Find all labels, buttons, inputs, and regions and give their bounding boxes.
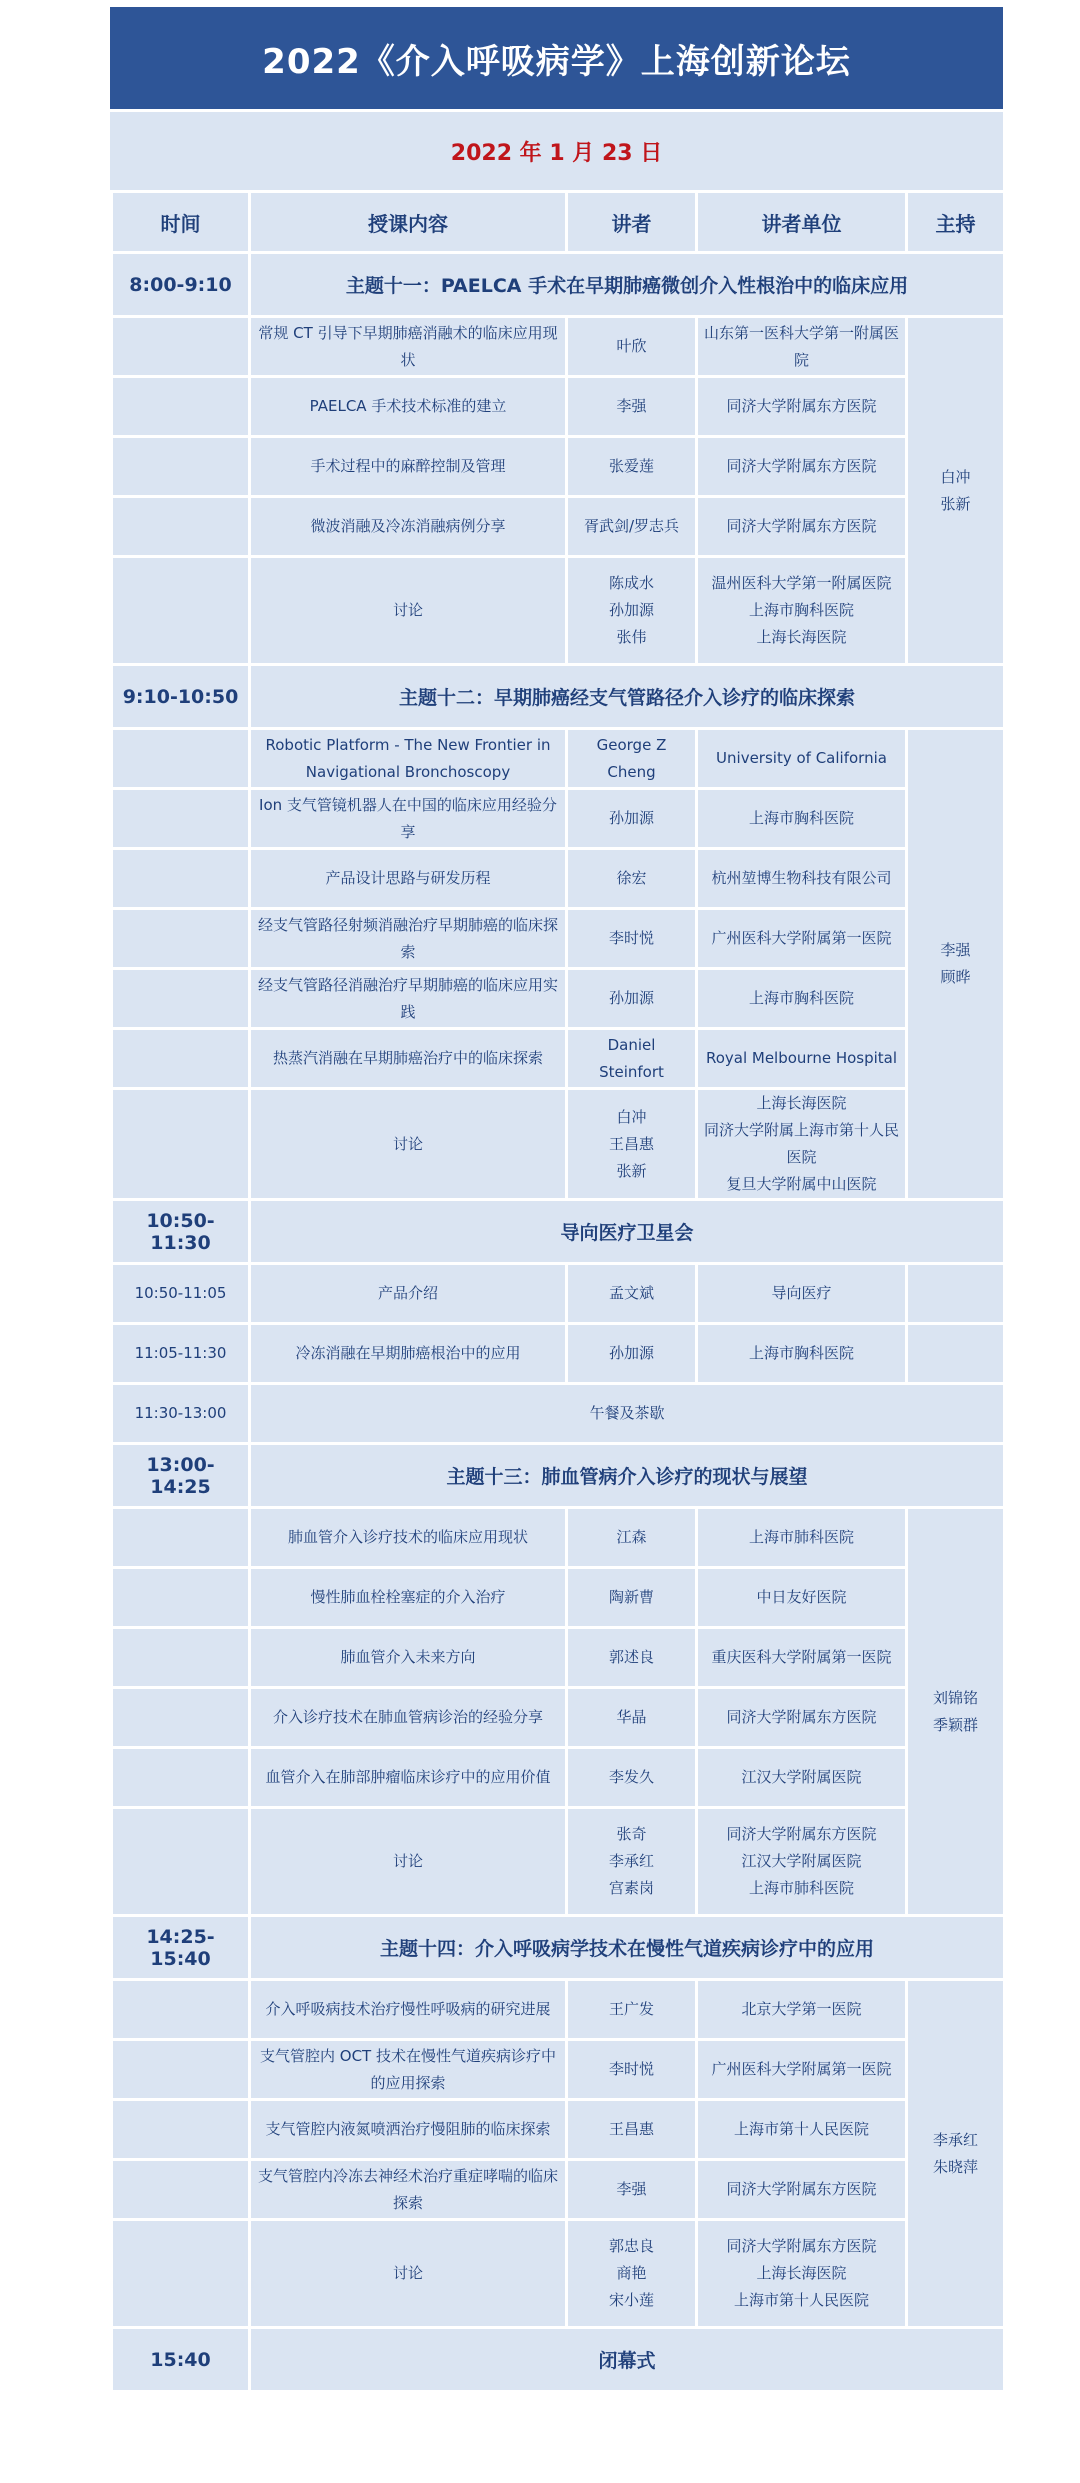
speaker-cell: 胥武剑/罗志兵 (567, 497, 697, 557)
host-name: 刘锦铭 (932, 1688, 978, 1707)
topic-cell: 产品介绍 (250, 1264, 567, 1324)
speaker-name: 张新 (616, 1161, 647, 1180)
speaker-cell: 王昌惠 (567, 2100, 697, 2160)
section-title: 主题十四：介入呼吸病学技术在慢性气道疾病诊疗中的应用 (250, 1916, 1005, 1980)
speaker-cell: 李时悦 (567, 909, 697, 969)
unit-cell: Royal Melbourne Hospital (697, 1029, 907, 1089)
unit-cell: 广州医科大学附属第一医院 (697, 909, 907, 969)
column-header-unit: 讲者单位 (697, 192, 907, 253)
table-row (112, 1324, 1005, 1384)
unit-cell (697, 557, 907, 665)
speaker-name: 白冲 (616, 1107, 647, 1126)
host-name: 李承红 (932, 2130, 978, 2149)
table-header-row (112, 192, 1005, 253)
host-cell (907, 1508, 1005, 1916)
topic-cell: 经支气管路径射频消融治疗早期肺癌的临床探索 (250, 909, 567, 969)
time-cell (112, 437, 250, 497)
unit-name: 上海长海医院 (756, 1094, 847, 1112)
section-header-row (112, 2328, 1005, 2392)
section-title: 主题十二：早期肺癌经支气管路径介入诊疗的临床探索 (250, 665, 1005, 729)
time-cell (112, 789, 250, 849)
host-name: 季颖群 (932, 1715, 978, 1734)
time-cell: 11:30-13:00 (112, 1384, 250, 1444)
speaker-cell (567, 1808, 697, 1916)
time-cell: 10:50-11:05 (112, 1264, 250, 1324)
unit-cell: 上海市胸科医院 (697, 789, 907, 849)
time-cell (112, 2220, 250, 2328)
speaker-cell: 叶欣 (567, 317, 697, 377)
section-title: 导向医疗卫星会 (250, 1200, 1005, 1264)
host-name: 张新 (940, 494, 971, 513)
speaker-cell: Daniel Steinfort (567, 1029, 697, 1089)
page-title: 2022《介入呼吸病学》上海创新论坛 (110, 7, 1003, 109)
topic-cell: 常规 CT 引导下早期肺癌消融术的临床应用现状 (250, 317, 567, 377)
unit-name: 上海市胸科医院 (748, 601, 854, 619)
time-cell (112, 1508, 250, 1568)
table-row (112, 1748, 1005, 1808)
unit-cell: 同济大学附属东方医院 (697, 437, 907, 497)
speaker-cell: 孟文斌 (567, 1264, 697, 1324)
section-header-row (112, 253, 1005, 317)
time-cell (112, 849, 250, 909)
table-row (112, 729, 1005, 789)
unit-name: 上海市第十人民医院 (733, 2291, 869, 2309)
table-row (112, 1029, 1005, 1089)
unit-name: 同济大学附属上海市第十人民医院 (704, 1121, 900, 1166)
time-cell (112, 909, 250, 969)
unit-name: 江汉大学附属医院 (741, 1852, 862, 1870)
topic-cell: Robotic Platform - The New Frontier in Navigational Bronchoscopy (250, 729, 567, 789)
speaker-name: 李承红 (608, 1852, 654, 1870)
unit-name: 同济大学附属东方医院 (726, 2237, 877, 2255)
host-cell (907, 1980, 1005, 2328)
time-cell (112, 1029, 250, 1089)
topic-cell: 血管介入在肺部肿瘤临床诊疗中的应用价值 (250, 1748, 567, 1808)
speaker-cell: 孙加源 (567, 1324, 697, 1384)
unit-cell (697, 2220, 907, 2328)
section-header-row (112, 1444, 1005, 1508)
discussion-row (112, 557, 1005, 665)
time-cell (112, 317, 250, 377)
unit-cell: 上海市第十人民医院 (697, 2100, 907, 2160)
unit-name: 温州医科大学第一附属医院 (711, 574, 892, 592)
time-cell (112, 1748, 250, 1808)
speaker-cell (567, 2220, 697, 2328)
table-row (112, 2040, 1005, 2100)
speaker-cell (567, 557, 697, 665)
unit-cell: 江汉大学附属医院 (697, 1748, 907, 1808)
topic-cell: 支气管腔内 OCT 技术在慢性气道疾病诊疗中的应用探索 (250, 2040, 567, 2100)
speaker-cell: 徐宏 (567, 849, 697, 909)
topic-cell: 产品设计思路与研发历程 (250, 849, 567, 909)
unit-name: 同济大学附属东方医院 (726, 1825, 877, 1843)
section-time: 13:00-14:25 (112, 1444, 250, 1508)
topic-cell: 介入呼吸病技术治疗慢性呼吸病的研究进展 (250, 1980, 567, 2040)
discussion-row (112, 1808, 1005, 1916)
speaker-cell: 李强 (567, 377, 697, 437)
unit-name: 复旦大学附属中山医院 (726, 1175, 877, 1193)
table-row (112, 969, 1005, 1029)
speaker-cell: 孙加源 (567, 789, 697, 849)
host-name: 朱晓萍 (932, 2157, 978, 2176)
unit-cell: 山东第一医科大学第一附属医院 (697, 317, 907, 377)
unit-cell: 上海市肺科医院 (697, 1508, 907, 1568)
speaker-name: 张伟 (616, 628, 647, 646)
section-title: 主题十三：肺血管病介入诊疗的现状与展望 (250, 1444, 1005, 1508)
closing-label: 闭幕式 (250, 2328, 1005, 2392)
speaker-name: 陈成水 (608, 574, 654, 592)
column-header-topic: 授课内容 (250, 192, 567, 253)
time-cell (112, 1568, 250, 1628)
table-row (112, 849, 1005, 909)
unit-cell: 上海市胸科医院 (697, 1324, 907, 1384)
table-row (112, 789, 1005, 849)
lunch-label: 午餐及茶歇 (250, 1384, 1005, 1444)
topic-cell: PAELCA 手术技术标准的建立 (250, 377, 567, 437)
unit-cell: 中日友好医院 (697, 1568, 907, 1628)
host-cell (907, 317, 1005, 665)
table-row (112, 377, 1005, 437)
unit-cell (697, 1089, 907, 1200)
schedule-table (110, 190, 1006, 2393)
topic-cell: 热蒸汽消融在早期肺癌治疗中的临床探索 (250, 1029, 567, 1089)
section-time: 15:40 (112, 2328, 250, 2392)
time-cell (112, 1980, 250, 2040)
section-header-row (112, 1200, 1005, 1264)
topic-cell: 手术过程中的麻醉控制及管理 (250, 437, 567, 497)
section-time: 9:10-10:50 (112, 665, 250, 729)
speaker-cell: 张爱莲 (567, 437, 697, 497)
speaker-name: 商艳 (616, 2264, 647, 2282)
section-header-row (112, 1916, 1005, 1980)
unit-cell: 同济大学附属东方医院 (697, 377, 907, 437)
speaker-name: 宋小莲 (608, 2291, 654, 2309)
table-row (112, 909, 1005, 969)
speaker-cell: 陶新曹 (567, 1568, 697, 1628)
lunch-row (112, 1384, 1005, 1444)
time-cell (112, 1688, 250, 1748)
unit-cell (697, 1808, 907, 1916)
speaker-cell: 李时悦 (567, 2040, 697, 2100)
section-title: 主题十一：PAELCA 手术在早期肺癌微创介入性根治中的临床应用 (250, 253, 1005, 317)
speaker-cell: 郭述良 (567, 1628, 697, 1688)
time-cell (112, 969, 250, 1029)
topic-cell: 讨论 (250, 1808, 567, 1916)
topic-cell: 讨论 (250, 557, 567, 665)
time-cell (112, 2160, 250, 2220)
host-name: 李强 (940, 941, 971, 959)
time-cell (112, 557, 250, 665)
topic-cell: Ion 支气管镜机器人在中国的临床应用经验分享 (250, 789, 567, 849)
unit-cell: 导向医疗 (697, 1264, 907, 1324)
section-time: 10:50-11:30 (112, 1200, 250, 1264)
table-row (112, 1688, 1005, 1748)
time-cell (112, 497, 250, 557)
topic-cell: 慢性肺血栓栓塞症的介入治疗 (250, 1568, 567, 1628)
speaker-cell: 华晶 (567, 1688, 697, 1748)
table-row (112, 497, 1005, 557)
unit-cell: 重庆医科大学附属第一医院 (697, 1628, 907, 1688)
speaker-name: 宫素岗 (608, 1879, 654, 1897)
table-row (112, 2160, 1005, 2220)
table-row (112, 2100, 1005, 2160)
discussion-row (112, 1089, 1005, 1200)
time-cell (112, 377, 250, 437)
time-cell (112, 729, 250, 789)
event-date: 2022 年 1 月 23 日 (110, 109, 1003, 190)
host-name: 白冲 (940, 467, 971, 486)
unit-name: 上海市肺科医院 (748, 1879, 854, 1897)
unit-name: 上海长海医院 (756, 628, 847, 646)
column-header-host: 主持 (907, 192, 1005, 253)
unit-cell: University of California (697, 729, 907, 789)
speaker-cell: George Z Cheng (567, 729, 697, 789)
discussion-row (112, 2220, 1005, 2328)
unit-cell: 北京大学第一医院 (697, 1980, 907, 2040)
unit-cell: 杭州堃博生物科技有限公司 (697, 849, 907, 909)
host-cell (907, 1264, 1005, 1324)
topic-cell: 肺血管介入诊疗技术的临床应用现状 (250, 1508, 567, 1568)
unit-cell: 同济大学附属东方医院 (697, 1688, 907, 1748)
table-row (112, 1568, 1005, 1628)
time-cell (112, 1628, 250, 1688)
table-row (112, 317, 1005, 377)
topic-cell: 肺血管介入未来方向 (250, 1628, 567, 1688)
host-cell (907, 1324, 1005, 1384)
time-cell (112, 2040, 250, 2100)
unit-name: 上海长海医院 (756, 2264, 847, 2282)
table-row (112, 1980, 1005, 2040)
topic-cell: 支气管腔内冷冻去神经术治疗重症哮喘的临床探索 (250, 2160, 567, 2220)
speaker-cell: 江森 (567, 1508, 697, 1568)
time-cell (112, 1808, 250, 1916)
time-cell (112, 2100, 250, 2160)
table-row (112, 1508, 1005, 1568)
speaker-cell: 李发久 (567, 1748, 697, 1808)
schedule-document (110, 7, 1003, 2393)
topic-cell: 冷冻消融在早期肺癌根治中的应用 (250, 1324, 567, 1384)
speaker-cell: 李强 (567, 2160, 697, 2220)
speaker-name: 郭忠良 (608, 2237, 654, 2255)
speaker-cell: 王广发 (567, 1980, 697, 2040)
speaker-cell: 孙加源 (567, 969, 697, 1029)
time-cell (112, 1089, 250, 1200)
section-header-row (112, 665, 1005, 729)
time-cell: 11:05-11:30 (112, 1324, 250, 1384)
host-cell (907, 729, 1005, 1200)
speaker-cell (567, 1089, 697, 1200)
speaker-name: 张奇 (616, 1825, 647, 1843)
host-name: 顾晔 (940, 968, 971, 986)
unit-cell: 同济大学附属东方医院 (697, 497, 907, 557)
topic-cell: 经支气管路径消融治疗早期肺癌的临床应用实践 (250, 969, 567, 1029)
topic-cell: 讨论 (250, 1089, 567, 1200)
topic-cell: 微波消融及冷冻消融病例分享 (250, 497, 567, 557)
table-row (112, 437, 1005, 497)
section-time: 14:25-15:40 (112, 1916, 250, 1980)
column-header-speaker: 讲者 (567, 192, 697, 253)
topic-cell: 支气管腔内液氮喷洒治疗慢阻肺的临床探索 (250, 2100, 567, 2160)
unit-cell: 同济大学附属东方医院 (697, 2160, 907, 2220)
speaker-name: 孙加源 (608, 601, 654, 619)
topic-cell: 讨论 (250, 2220, 567, 2328)
table-row (112, 1628, 1005, 1688)
table-row (112, 1264, 1005, 1324)
section-time: 8:00-9:10 (112, 253, 250, 317)
unit-cell: 广州医科大学附属第一医院 (697, 2040, 907, 2100)
speaker-name: 王昌惠 (608, 1134, 654, 1153)
topic-cell: 介入诊疗技术在肺血管病诊治的经验分享 (250, 1688, 567, 1748)
column-header-time: 时间 (112, 192, 250, 253)
unit-cell: 上海市胸科医院 (697, 969, 907, 1029)
